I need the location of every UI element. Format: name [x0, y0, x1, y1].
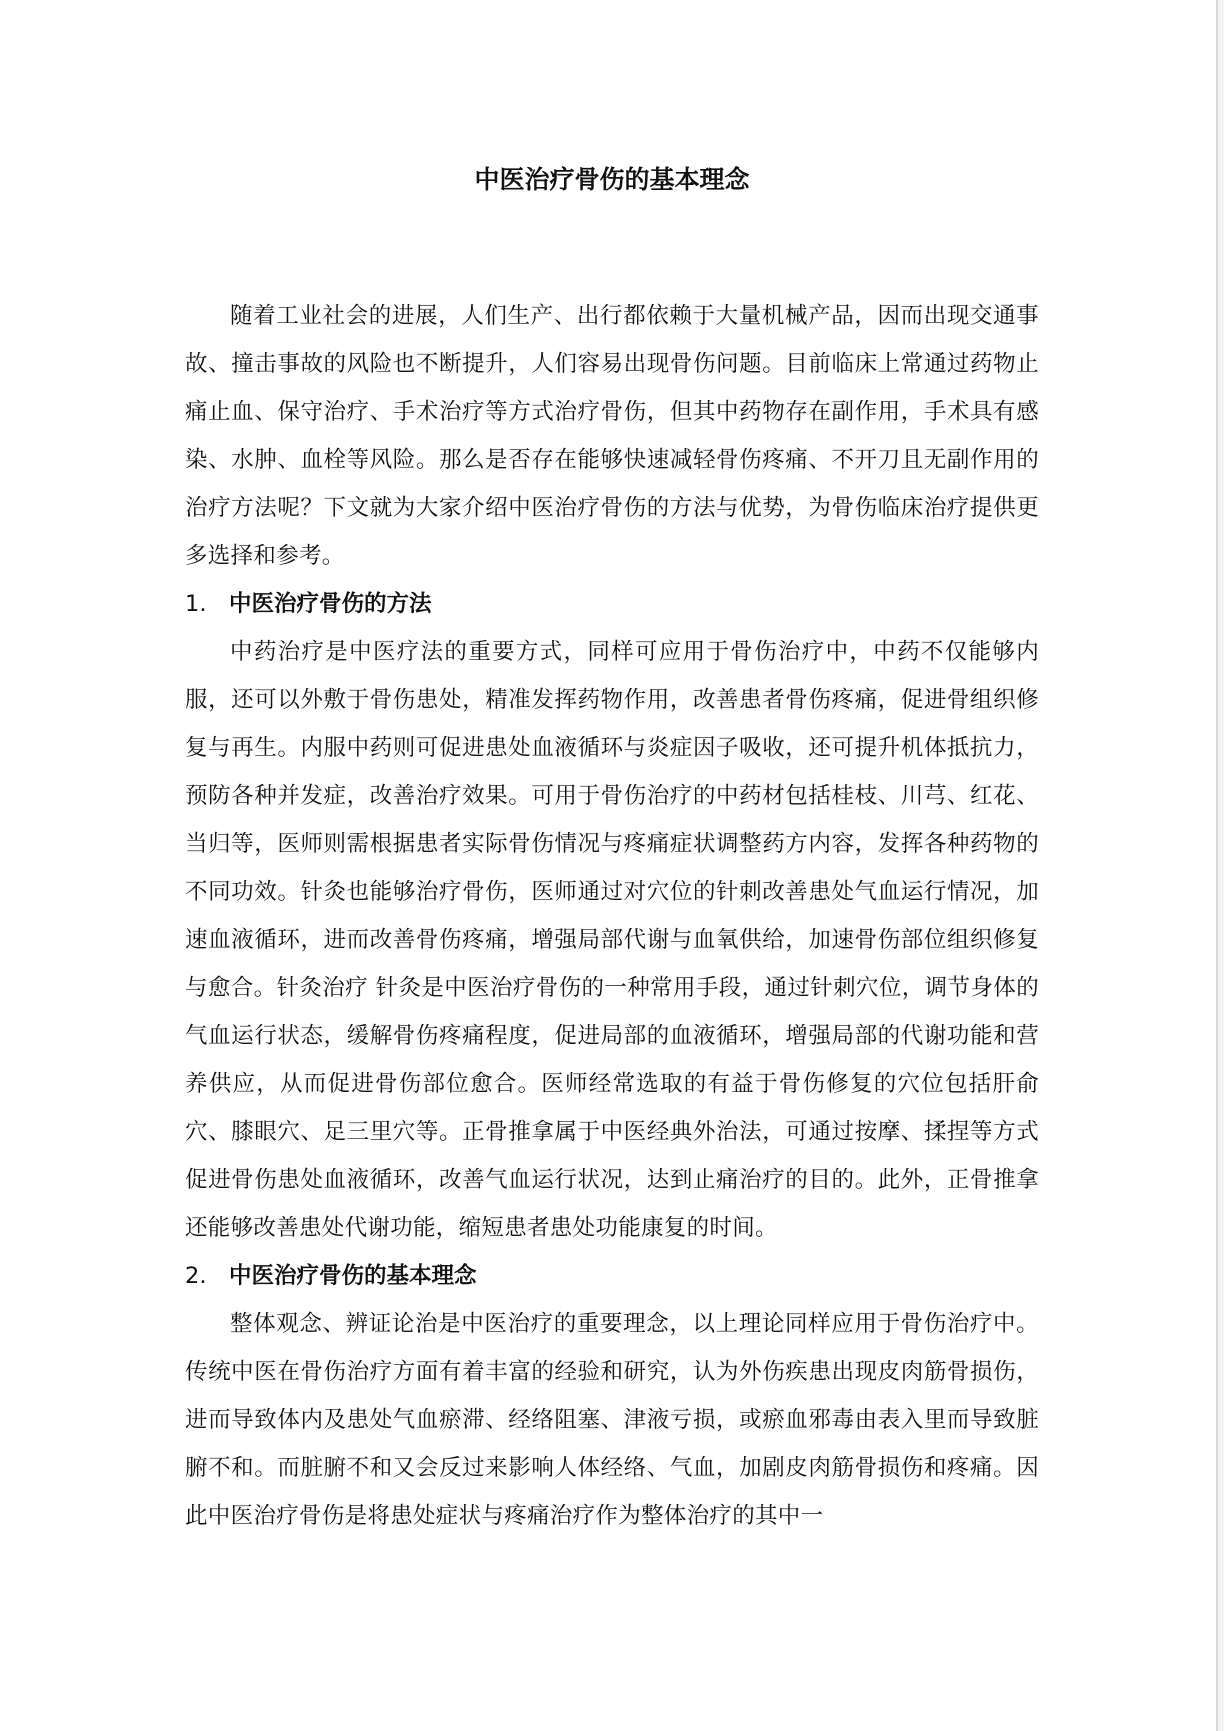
section-1-title: 中医治疗骨伤的方法: [229, 591, 432, 617]
section-2-number: 2.: [185, 1263, 207, 1289]
section-2-heading: [185, 1252, 1039, 1300]
title-spacer: [185, 202, 1039, 292]
section-2-body: 整体观念、辨证论治是中医治疗的重要理念，以上理论同样应用于骨伤治疗中。传统中医在骨伤治疗方面有着丰富的经验和研究，认为外伤疾患出现皮肉筋骨损伤，进而导致体内及患处气血瘀滞、经络阻塞、津液亏损，或瘀血邪毒由表入里而导致脏腑不和。而脏腑不和又会反过来影响人体经络、气血，加剧皮肉筋骨损伤和疼痛。因此中医治疗骨伤是将患处症状与疼痛治疗作为整体治疗的其中一: [185, 1311, 1039, 1529]
document-title: 中医治疗骨伤的基本理念: [474, 165, 750, 194]
section-1-body: 中药治疗是中医疗法的重要方式，同样可应用于骨伤治疗中，中药不仅能够内服，还可以外敷于骨伤患处，精准发挥药物作用，改善患者骨伤疼痛，促进骨组织修复与再生。内服中药则可促进患处血液循环与炎症因子吸收，还可提升机体抵抗力，预防各种并发症，改善治疗效果。可用于骨伤治疗的中药材包括桂枝、川芎、红花、当归等，医师则需根据患者实际骨伤情况与疼痛症状调整药方内容，发挥各种药物的不同功效。针灸也能够治疗骨伤，医师通过对穴位的针刺改善患处气血运行情况，加速血液循环，进而改善骨伤疼痛，增强局部代谢与血氧供给，加速骨伤部位组织修复与愈合。针灸治疗 针灸是中医治疗骨伤的一种常用手段，通过针刺穴位，调节身体的气血运行状态，缓解骨伤疼痛程度，促进局部的血液循环，增强局部的代谢功能和营养供应，从而促进骨伤部位愈合。医师经常选取的有益于骨伤修复的穴位包括肝俞穴、膝眼穴、足三里穴等。正骨推拿属于中医经典外治法，可通过按摩、揉捏等方式促进骨伤患处血液循环，改善气血运行状况，达到止痛治疗的目的。此外，正骨推拿还能够改善患处代谢功能，缩短患者患处功能康复的时间。: [185, 639, 1039, 1241]
section-1-heading: [185, 580, 1039, 628]
intro-paragraph: 随着工业社会的进展，人们生产、出行都依赖于大量机械产品，因而出现交通事故、撞击事故的风险也不断提升，人们容易出现骨伤问题。目前临床上常通过药物止痛止血、保守治疗、手术治疗等方式治疗骨伤，但其中药物存在副作用，手术具有感染、水肿、血栓等风险。那么是否存在能够快速减轻骨伤疼痛、不开刀且无副作用的治疗方法呢？下文就为大家介绍中医治疗骨伤的方法与优势，为骨伤临床治疗提供更多选择和参考。: [185, 303, 1039, 569]
section-2-title: 中医治疗骨伤的基本理念: [229, 1263, 477, 1289]
section-1-number: 1.: [185, 591, 207, 617]
document-content: [185, 158, 1039, 1540]
